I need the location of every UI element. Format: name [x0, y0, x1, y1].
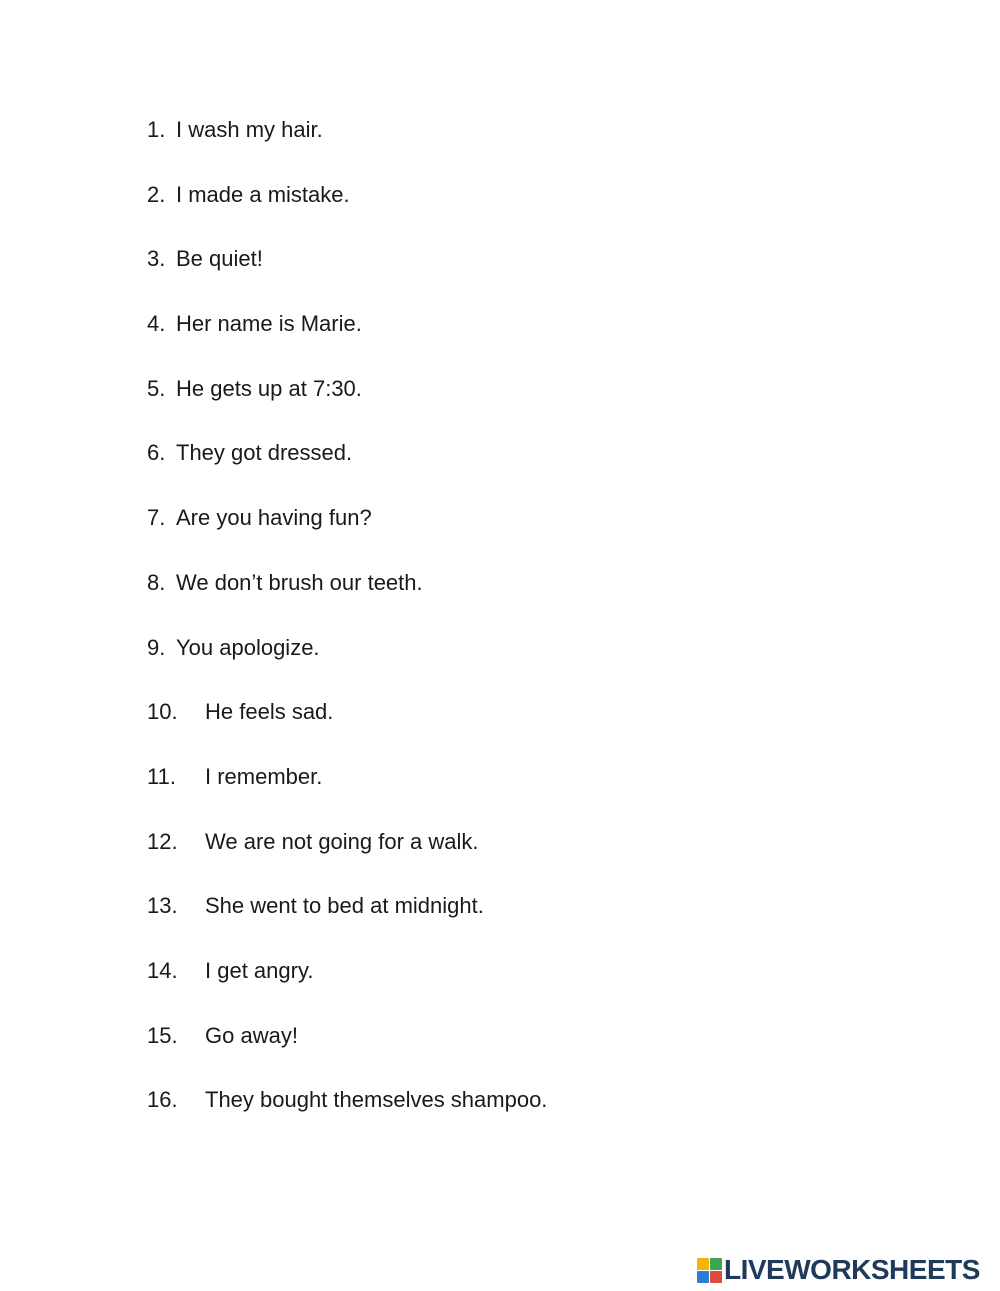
list-item — [147, 113, 547, 178]
item-number: 4. — [147, 311, 166, 337]
list-item — [147, 307, 547, 372]
item-text: We don’t brush our teeth. — [176, 569, 423, 595]
list-item — [147, 566, 547, 631]
list-item — [147, 436, 547, 501]
sentence-list — [147, 113, 547, 1148]
item-number: 7. — [147, 505, 166, 531]
item-number: 5. — [147, 375, 166, 401]
item-text: He gets up at 7:30. — [176, 375, 362, 401]
list-item — [147, 889, 547, 954]
item-number: 12. — [147, 828, 178, 854]
list-item — [147, 1019, 547, 1084]
list-item — [147, 760, 547, 825]
item-text: We are not going for a walk. — [205, 828, 479, 854]
item-text: I made a mistake. — [176, 181, 350, 207]
item-text: He feels sad. — [205, 699, 334, 725]
liveworksheets-brand — [697, 1254, 980, 1286]
item-number: 6. — [147, 440, 166, 466]
item-number: 11. — [147, 763, 176, 789]
item-text: Her name is Marie. — [176, 311, 362, 337]
list-item — [147, 631, 547, 696]
item-number: 10. — [147, 699, 178, 725]
item-number: 15. — [147, 1022, 178, 1048]
item-text: I remember. — [205, 763, 323, 789]
item-text: I get angry. — [205, 957, 314, 983]
item-text: Be quiet! — [176, 246, 263, 272]
list-item — [147, 1083, 547, 1148]
logo-block-yellow — [697, 1258, 709, 1270]
logo-block-blue — [697, 1271, 709, 1283]
list-item — [147, 178, 547, 243]
logo-block-red — [710, 1271, 722, 1283]
list-item — [147, 372, 547, 437]
item-number: 8. — [147, 569, 166, 595]
item-text: They bought themselves shampoo. — [205, 1087, 548, 1113]
list-item — [147, 954, 547, 1019]
item-number: 9. — [147, 634, 166, 660]
item-number: 3. — [147, 246, 166, 272]
item-text: You apologize. — [176, 634, 320, 660]
item-number: 2. — [147, 181, 166, 207]
item-number: 14. — [147, 957, 178, 983]
item-text: She went to bed at midnight. — [205, 893, 484, 919]
item-text: Are you having fun? — [176, 505, 372, 531]
item-text: Go away! — [205, 1022, 298, 1048]
list-item — [147, 695, 547, 760]
list-item — [147, 825, 547, 890]
list-item — [147, 501, 547, 566]
item-number: 1. — [147, 117, 166, 142]
liveworksheets-logo-icon — [697, 1258, 722, 1283]
list-item — [147, 242, 547, 307]
brand-name: LIVEWORKSHEETS — [724, 1254, 980, 1285]
item-text: They got dressed. — [176, 440, 353, 466]
item-number: 13. — [147, 893, 178, 919]
logo-block-green — [710, 1258, 722, 1270]
item-text: I wash my hair. — [176, 117, 323, 142]
item-number: 16. — [147, 1087, 178, 1113]
